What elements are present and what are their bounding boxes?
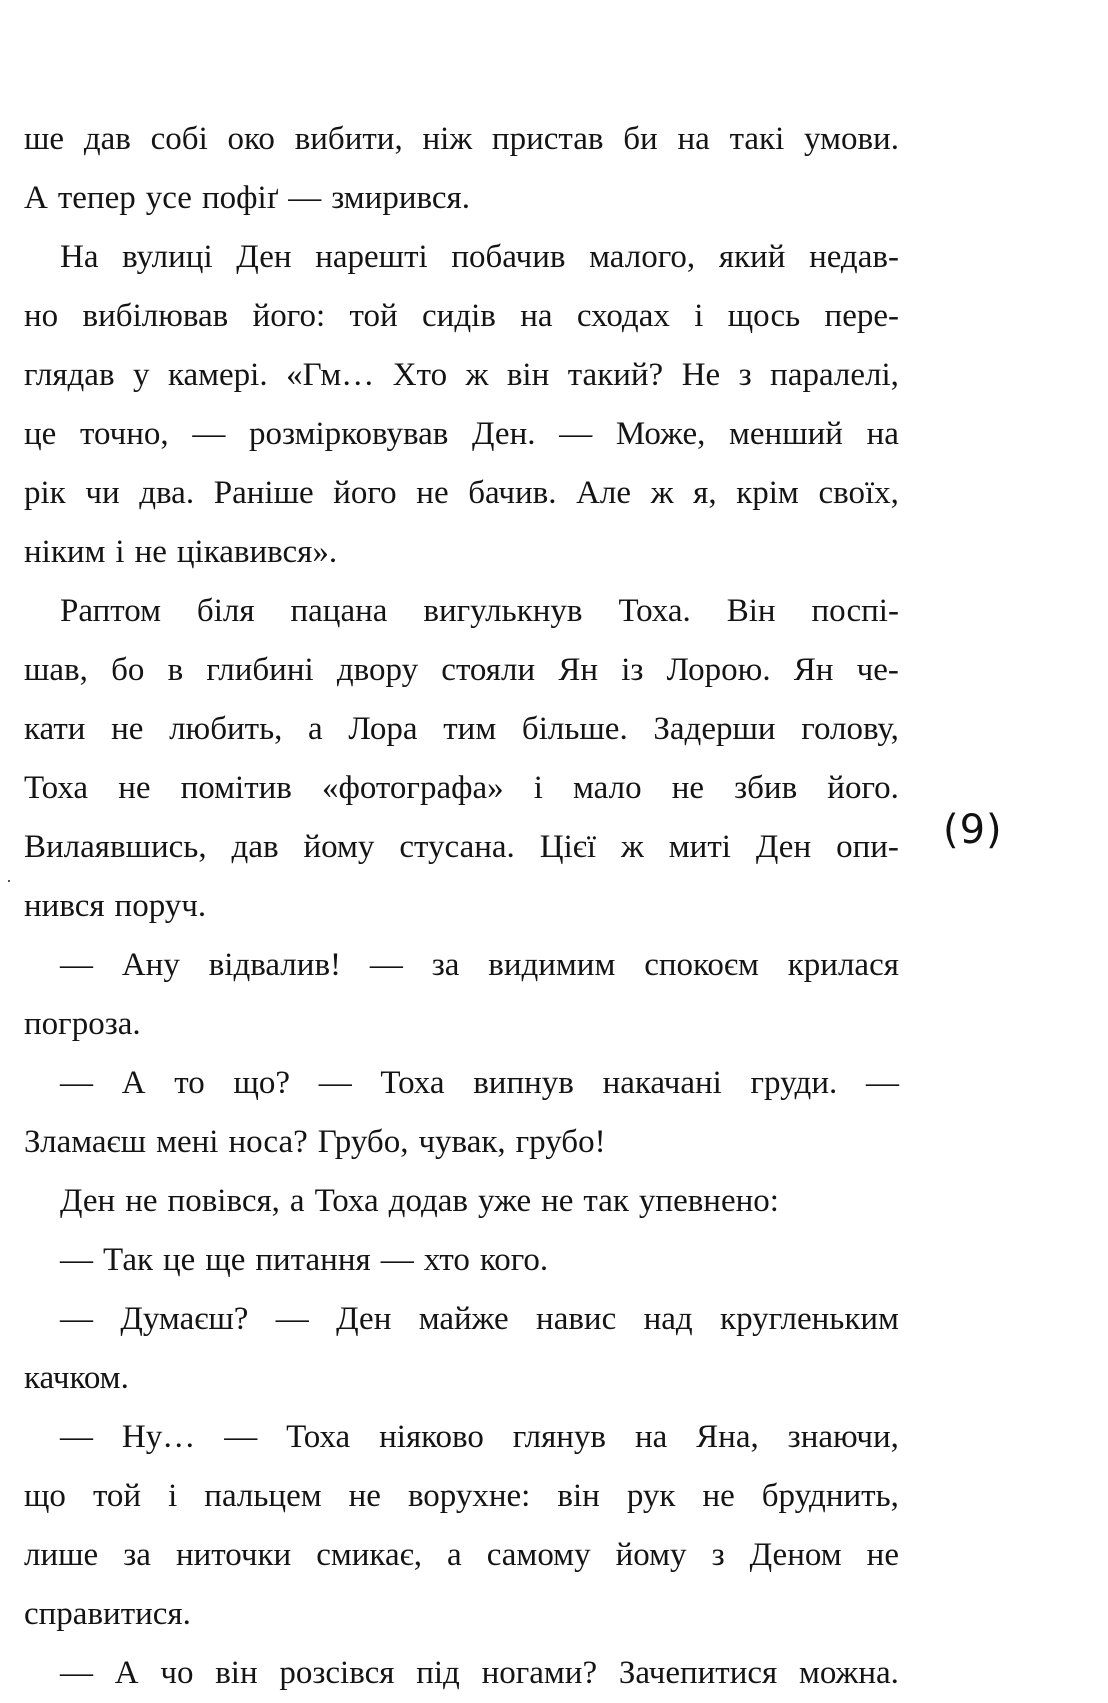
text-word: повівся, xyxy=(167,1183,280,1219)
body-text xyxy=(24,110,899,1703)
text-word: умови. xyxy=(804,121,899,157)
text-word: він xyxy=(506,357,550,393)
text-word: за xyxy=(123,1537,151,1573)
text-word: — xyxy=(380,1242,414,1278)
text-word: вибити, xyxy=(294,121,403,157)
text-word: своїх, xyxy=(818,475,899,511)
text-word: який xyxy=(718,239,786,275)
text-word: Може, xyxy=(615,416,706,452)
text-word: щось xyxy=(727,298,801,334)
text-line xyxy=(24,1113,899,1172)
text-word: шав, xyxy=(24,652,88,688)
text-word: — xyxy=(60,947,93,983)
text-word: Думаєш? xyxy=(120,1301,249,1337)
text-word: видимим xyxy=(488,947,616,983)
text-word: він xyxy=(215,1655,258,1691)
text-word: ж xyxy=(465,357,489,393)
text-word: нарешті xyxy=(315,239,428,275)
text-line xyxy=(24,1349,899,1408)
text-word: накачані xyxy=(602,1065,722,1101)
text-word: це xyxy=(24,416,57,452)
text-line xyxy=(24,582,899,641)
text-word: — xyxy=(192,416,226,452)
text-word: помітив xyxy=(180,770,292,806)
text-line xyxy=(24,877,899,936)
text-word: Ден xyxy=(336,1301,392,1337)
text-word: глядав xyxy=(24,357,115,393)
text-word: На xyxy=(60,239,99,275)
text-line xyxy=(24,936,899,995)
text-word: тим xyxy=(443,711,497,747)
text-word: ще xyxy=(205,1242,246,1278)
text-word: чувак, xyxy=(418,1124,506,1160)
text-word: лише xyxy=(24,1537,99,1573)
text-word: Ану xyxy=(121,947,180,983)
text-word: не xyxy=(348,1478,381,1514)
text-word: двору xyxy=(336,652,419,688)
text-word: так xyxy=(583,1183,629,1219)
text-word: камері. xyxy=(167,357,268,393)
text-word: поруч. xyxy=(114,888,207,924)
page-number: (9) xyxy=(943,807,1003,853)
text-word: вигулькнув xyxy=(423,593,583,629)
text-word: не xyxy=(134,534,167,570)
text-word: дав xyxy=(83,121,131,157)
text-word: випнув xyxy=(473,1065,574,1101)
text-word: і xyxy=(168,1478,178,1514)
text-word: з xyxy=(738,357,752,393)
text-word: із xyxy=(621,652,644,688)
text-word: я, xyxy=(693,475,717,511)
text-word: — xyxy=(60,1419,93,1455)
text-line xyxy=(24,759,899,818)
margin-speck xyxy=(8,880,10,882)
text-word: в xyxy=(167,652,184,688)
text-word: стусана. xyxy=(399,829,515,865)
text-word: додав xyxy=(388,1183,469,1219)
text-word: Вилаявшись, xyxy=(24,829,207,865)
text-word: Грубо, xyxy=(317,1124,409,1160)
text-word: стояли xyxy=(441,652,536,688)
text-word: розсівся xyxy=(279,1655,395,1691)
text-word: но xyxy=(24,298,59,334)
text-word: малого, xyxy=(589,239,696,275)
text-word: Він xyxy=(726,593,776,629)
text-word: не xyxy=(541,1183,574,1219)
text-word: не xyxy=(416,475,449,511)
text-word: Але xyxy=(576,475,632,511)
text-word: що xyxy=(24,1478,66,1514)
text-word: не xyxy=(671,770,704,806)
text-word: відвалив! xyxy=(208,947,342,983)
text-word: А xyxy=(121,1065,146,1101)
text-word: А xyxy=(24,180,48,216)
text-word: мало xyxy=(573,770,642,806)
text-word: Яна, xyxy=(696,1419,759,1455)
text-word: йому xyxy=(615,1537,687,1573)
text-word: ногами? xyxy=(481,1655,598,1691)
text-word: такий? xyxy=(567,357,664,393)
text-line xyxy=(24,1644,899,1703)
text-line xyxy=(24,1054,899,1113)
text-word: Тоха xyxy=(380,1065,445,1101)
text-word: вулиці xyxy=(122,239,213,275)
text-word: менший xyxy=(729,416,843,452)
text-word: — xyxy=(60,1301,93,1337)
text-word: Цієї xyxy=(539,829,597,865)
text-word: не xyxy=(702,1478,735,1514)
text-word: біля xyxy=(196,593,255,629)
text-word: Раптом xyxy=(60,593,161,629)
text-word: Тоха xyxy=(286,1419,351,1455)
text-word: пофіґ xyxy=(201,180,279,216)
text-word: ше xyxy=(24,121,65,157)
text-word: упевнено: xyxy=(638,1183,779,1219)
text-word: рук xyxy=(626,1478,676,1514)
text-word: справитися. xyxy=(24,1596,191,1632)
text-word: Тоха xyxy=(24,770,89,806)
text-word: то xyxy=(174,1065,205,1101)
text-word: той xyxy=(92,1478,142,1514)
text-line xyxy=(24,228,899,287)
text-word: — xyxy=(60,1655,93,1691)
text-line xyxy=(24,818,899,877)
text-word: погроза. xyxy=(24,1006,141,1042)
text-word: чи xyxy=(85,475,120,511)
text-word: Ну… xyxy=(121,1419,196,1455)
text-line xyxy=(24,1526,899,1585)
text-line xyxy=(24,169,899,228)
text-word: Задерши xyxy=(653,711,776,747)
text-word: не xyxy=(118,770,151,806)
text-word: собі xyxy=(150,121,208,157)
text-word: Ден. xyxy=(472,416,536,452)
text-line xyxy=(24,1585,899,1644)
text-word: Деном xyxy=(749,1537,842,1573)
text-word: — xyxy=(288,180,322,216)
text-line xyxy=(24,1290,899,1349)
text-line xyxy=(24,287,899,346)
text-word: два. xyxy=(139,475,195,511)
text-word: що? xyxy=(233,1065,291,1101)
text-word: глянув xyxy=(512,1419,607,1455)
text-line xyxy=(24,700,899,759)
text-word: не xyxy=(111,711,144,747)
text-word: паралелі, xyxy=(770,357,899,393)
text-word: Лора xyxy=(348,711,418,747)
text-word: нився xyxy=(24,888,105,924)
text-word: вибілював xyxy=(82,298,229,334)
text-word: Хто xyxy=(392,357,448,393)
text-line xyxy=(24,1467,899,1526)
text-word: Раніше xyxy=(213,475,314,511)
text-word: Ден xyxy=(236,239,292,275)
text-word: ж xyxy=(650,475,674,511)
text-word: у xyxy=(133,357,150,393)
text-word: на xyxy=(677,121,710,157)
text-word: рік xyxy=(24,475,66,511)
text-line xyxy=(24,995,899,1054)
text-word: майже xyxy=(418,1301,509,1337)
text-word: грубо! xyxy=(515,1124,606,1160)
text-word: над xyxy=(643,1301,693,1337)
text-word: А xyxy=(114,1655,139,1691)
text-word: — xyxy=(60,1242,93,1278)
text-word: з xyxy=(711,1537,725,1573)
text-word: більше. xyxy=(521,711,628,747)
text-word: би xyxy=(623,121,658,157)
text-word: Лорою. xyxy=(666,652,771,688)
text-word: ніяково xyxy=(379,1419,484,1455)
text-word: його: xyxy=(252,298,326,334)
text-word: носа? xyxy=(228,1124,308,1160)
text-word: опи- xyxy=(836,829,899,865)
text-line xyxy=(24,110,899,169)
text-word: і xyxy=(694,298,704,334)
text-word: бо xyxy=(111,652,145,688)
text-word: «Гм… xyxy=(286,357,375,393)
text-word: бруднить, xyxy=(761,1478,899,1514)
text-word: усе xyxy=(145,180,192,216)
text-word: голову, xyxy=(801,711,899,747)
text-line xyxy=(24,523,899,582)
text-word: пристав xyxy=(491,121,604,157)
text-word: смикає, xyxy=(316,1537,423,1573)
text-word: сходах xyxy=(576,298,670,334)
text-line xyxy=(24,405,899,464)
text-word: уже xyxy=(478,1183,532,1219)
text-word: око xyxy=(227,121,275,157)
text-line xyxy=(24,1408,899,1467)
text-word: навис xyxy=(536,1301,617,1337)
text-word: пере- xyxy=(824,298,899,334)
text-word: сидів xyxy=(422,298,496,334)
text-word: на xyxy=(520,298,553,334)
text-word: ворухне: xyxy=(407,1478,531,1514)
text-word: — xyxy=(318,1065,352,1101)
text-line xyxy=(24,641,899,700)
text-line xyxy=(24,464,899,523)
text-word: змирився. xyxy=(331,180,470,216)
text-word: Тоха. xyxy=(618,593,691,629)
text-word: і xyxy=(115,534,125,570)
text-word: побачив xyxy=(451,239,566,275)
text-word: на xyxy=(634,1419,668,1455)
text-word: чо xyxy=(160,1655,194,1691)
text-word: точно, xyxy=(80,416,169,452)
text-word: самому xyxy=(486,1537,591,1573)
text-word: — xyxy=(224,1419,258,1455)
text-word: — xyxy=(369,947,403,983)
text-word: спокоєм xyxy=(644,947,759,983)
text-word: Тоха xyxy=(314,1183,379,1219)
text-word: Ян xyxy=(793,652,834,688)
text-word: його. xyxy=(827,770,899,806)
text-word: Ден xyxy=(60,1183,116,1219)
text-word: дав xyxy=(231,829,279,865)
text-word: і xyxy=(533,770,543,806)
text-word: Зламаєш xyxy=(24,1124,147,1160)
text-word: пацана xyxy=(290,593,388,629)
text-word: ниточки xyxy=(175,1537,292,1573)
text-word: можна. xyxy=(798,1655,899,1691)
text-word: такі xyxy=(729,121,785,157)
text-word: ж xyxy=(621,829,644,865)
text-word: бачив. xyxy=(468,475,557,511)
text-word: кругленьким xyxy=(720,1301,899,1337)
text-word: питання xyxy=(255,1242,371,1278)
text-word: він xyxy=(557,1478,600,1514)
text-word: миті xyxy=(668,829,731,865)
text-word: ніж xyxy=(422,121,473,157)
text-word: під xyxy=(416,1655,460,1691)
text-word: мені xyxy=(156,1124,219,1160)
text-word: а xyxy=(308,711,323,747)
text-word: качком. xyxy=(24,1360,129,1396)
text-word: хто xyxy=(423,1242,470,1278)
text-word: пальцем xyxy=(204,1478,322,1514)
text-word: не xyxy=(866,1537,899,1573)
text-word: Так xyxy=(103,1242,154,1278)
text-word: а xyxy=(289,1183,305,1219)
text-word: любить, xyxy=(169,711,283,747)
text-word: розмірковував xyxy=(249,416,449,452)
text-word: не xyxy=(125,1183,158,1219)
text-word: — xyxy=(275,1301,309,1337)
text-word: — xyxy=(60,1065,93,1101)
text-word: поспі- xyxy=(811,593,899,629)
text-word: той xyxy=(349,298,398,334)
text-word: кого. xyxy=(479,1242,549,1278)
text-line xyxy=(24,1172,899,1231)
text-word: Зачепитися xyxy=(618,1655,778,1691)
text-word: ніким xyxy=(24,534,106,570)
text-line xyxy=(24,1231,899,1290)
text-word: крилася xyxy=(787,947,899,983)
text-word: Ден xyxy=(755,829,812,865)
text-word: йому xyxy=(303,829,375,865)
text-word: крім xyxy=(736,475,799,511)
text-line xyxy=(24,346,899,405)
text-word: глибині xyxy=(206,652,314,688)
text-word: недав- xyxy=(809,239,899,275)
text-word: — xyxy=(865,1065,899,1101)
text-word: че- xyxy=(856,652,899,688)
text-word: його xyxy=(333,475,397,511)
text-word: збив xyxy=(734,770,798,806)
text-word: кати xyxy=(24,711,86,747)
text-word: Не xyxy=(681,357,721,393)
text-word: тепер xyxy=(57,180,136,216)
text-word: — xyxy=(559,416,593,452)
text-word: а xyxy=(447,1537,462,1573)
text-word: «фотографа» xyxy=(321,770,504,806)
text-word: цікавився». xyxy=(176,534,338,570)
text-word: груди. xyxy=(750,1065,838,1101)
text-word: на xyxy=(866,416,899,452)
text-word: це xyxy=(163,1242,196,1278)
text-word: Ян xyxy=(558,652,598,688)
text-word: за xyxy=(431,947,460,983)
text-word: знаючи, xyxy=(787,1419,899,1455)
